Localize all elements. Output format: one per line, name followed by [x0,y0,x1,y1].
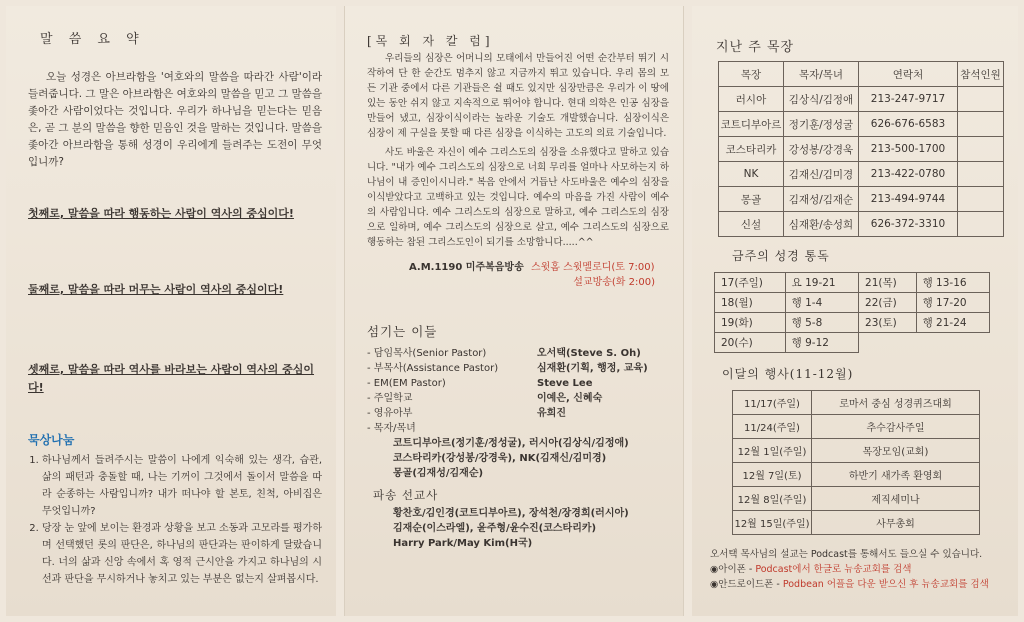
iphone-instructions: Podcast에서 한글로 뉴송교회를 검색 [755,564,912,575]
table-row: 11/24(주일) 추수감사주일 [733,415,980,439]
staff-row: - 주일학교 이예은, 신혜숙 [367,393,603,404]
table-row: 11/17(주일) 로마서 중심 성경퀴즈대회 [733,391,980,415]
radio-info [367,260,669,290]
mok-group-line: 몽골(김재성/김재순) [393,468,484,479]
meditation-item: 2. 당장 눈 앞에 보이는 환경과 상황을 보고 소동과 고모라를 평가하며 선택했던 롯의 판단은, 하나님의 판단과는 판이하게 달랐습니다. 너의 삶과 신앙 속에서 혹 영적 근시안을 가지고 하나님의 시선과 판단을 무시하거나 놓치고 있는 부분은 없는지 살펴봅시다. [42,520,322,588]
table-row: 20(수) 행 9-12 [715,333,990,353]
table-row: 19(화) 행 5-8 23(토) 행 21-24 [715,313,990,333]
column-title: [목 회 자 칼 럼] [367,34,494,48]
table-row: 코트디부아르 정기훈/정성굴 626-676-6583 [719,112,1004,137]
table-row: 18(월) 행 1-4 22(금) 행 17-20 [715,293,990,313]
staff-row: - 영유아부 유희진 [367,408,566,419]
podcast-info [710,547,1010,592]
table-row: 12월 1일(주일) 목장모임(교회) [733,439,980,463]
radio-program-1: 스윗홈 스윗멜로디(토 7:00) [530,262,655,273]
radio-label: A.M.1190 미주복음방송 [409,262,524,273]
staff-row: - 담임목사(Senior Pastor) 오서택(Steve S. Oh) [367,348,641,359]
sermon-summary-title: 말 씀 요 약 [40,32,145,47]
sermon-point-2: 둘째로, 말씀을 따라 머무는 사람이 역사의 중심이다! [28,283,284,296]
staff-list [367,346,669,436]
missionaries-title: 파송 선교사 [373,488,439,502]
column-paragraph-1: 우리들의 심장은 어머니의 모태에서 만들어진 어떤 순간부터 뛰기 시작하여 단 한 순간도 멈추지 않고 지금까지 뛰고 있습니다. 우리 몸의 모든 기관 중에서 다른 기관들은 쉴 때도 있지만 심장만큼은 우리가 이 땅에 있는 동안 쉬지 않고 지속적으로 뛰어야 합니다. 현대 의학은 인공 심장을 만들어 냈고, 심장이식이라는 놀라운 기술도 개발했습니다. 심장이식은 심장이 제 구실을 못할 때 다른 심장을 이식하는 고도의 의료 기술입니다. [367,53,669,139]
meditation-title: 묵상나눔 [28,433,75,447]
sermon-point-1: 첫째로, 말씀을 따라 행동하는 사람이 역사의 중심이다! [28,207,294,220]
table-row: 12월 7일(토) 하반기 새가족 환영회 [733,463,980,487]
missionary-line: Harry Park/May Kim(H국) [393,538,533,549]
table-row: 신설 심재환/송성희 626-372-3310 [719,212,1004,237]
servers-title: 섬기는 이들 [367,324,438,339]
table-row: 17(주일) 요 19-21 21(목) 행 13-16 [715,273,990,293]
android-instructions: Podbean 어플을 다운 받으신 후 뉴송교회를 검색 [782,579,989,590]
column-panel [344,6,684,616]
bible-reading-table [714,272,990,353]
missionaries-list [367,506,669,551]
sermon-intro: 오늘 성경은 아브라함을 '여호와의 말씀을 따라간 사람'이라 들려줍니다. 그 말은 아브라함은 여호와의 말씀을 믿고 그 말씀을 좇아간 사람이었다는 것입니다. 우리가 하나님을 믿는다는 믿음은, 곧 그 분의 말씀을 향한 믿음인 것을 말하는 것입니다. 말씀을 좇아간 아브라함을 통해 성경이 우리에게 들려주는 도전이 무엇입니까? [28,71,322,168]
schedule-panel [692,6,1018,616]
events-title: 이달의 행사(11-12월) [722,367,854,381]
sermon-summary-panel [6,6,336,616]
missionary-line: 김재순(이스라엘), 윤주형/윤수진(코스타리카) [393,523,597,534]
mok-table-header: 목장 목자/목녀 연락처 참석인원 [719,62,1004,87]
android-label: ◉안드로이드폰 - [710,579,780,590]
staff-row: - 부목사(Assistance Pastor) 심재환(기획, 행정, 교육) [367,363,648,374]
staff-row: - 목자/목녀 [367,423,416,434]
podcast-line: 오서택 목사님의 설교는 Podcast를 통해서도 들으실 수 있습니다. [710,549,983,560]
column-paragraph-2: 사도 바울은 자신이 예수 그리스도의 심장을 소유했다고 말하고 있습니다. "내가 예수 그리스도의 심장으로 너희 무리를 얼마나 사모하는지 하나님이 내 증인이시니라." 복음 안에서 거듭난 사도바울은 예수의 심장을 이식받았다고 고백하고 있는 것입니다. 예수의 마음을 가진 사람이 예수의 사람입니다. 예수 그리스도의 심장으로 말하고, 예수 그리스도의 심장으로 일하며, 예수 그리스도의 심장으로 살고, 예수 그리스도의 심장으로 행동하는 참된 그리스도인이 되기를 소망합니다.....^^ [367,147,669,248]
events-table [732,390,980,535]
mok-table-title: 지난 주 목장 [716,40,795,55]
mok-group-list [367,436,669,481]
bible-reading-title: 금주의 성경 통독 [732,249,830,263]
mok-table [718,61,1004,237]
table-row: 코스타리카 강성봉/강경욱 213-500-1700 [719,137,1004,162]
table-row: 12월 15일(주일) 사무총회 [733,511,980,535]
mok-group-line: 코트디부아르(정기훈/정성굴), 러시아(김상식/김정애) [393,438,629,449]
sermon-point-3: 셋째로, 말씀을 따라 역사를 바라보는 사람이 역사의 중심이다! [28,363,315,394]
table-row: NK 김재신/김미경 213-422-0780 [719,162,1004,187]
mok-group-line: 코스타리카(강성봉/강경욱), NK(김재신/김미경) [393,453,607,464]
meditation-item: 1. 하나님께서 들려주시는 말씀이 나에게 익숙해 있는 생각, 습관, 삶의 패턴과 충돌할 때, 나는 기꺼이 그것에서 돌이서 말씀을 따라 순종하는 사람입니까? 내가 떠나야 할 본토, 친척, 아비집은 무엇입니까? [42,452,322,520]
table-row: 러시아 김상식/김정애 213-247-9717 [719,87,1004,112]
radio-program-2: 설교방송(화 2:00) [573,277,655,288]
table-row: 12월 8일(주일) 제직세미나 [733,487,980,511]
iphone-label: ◉아이폰 - [710,564,753,575]
staff-row: - EM(EM Pastor) Steve Lee [367,378,593,389]
meditation-list [28,452,322,588]
missionary-line: 황찬호/김인경(코트디부아르), 장석천/장경희(러시아) [393,508,629,519]
table-row: 몽골 김재성/김재순 213-494-9744 [719,187,1004,212]
